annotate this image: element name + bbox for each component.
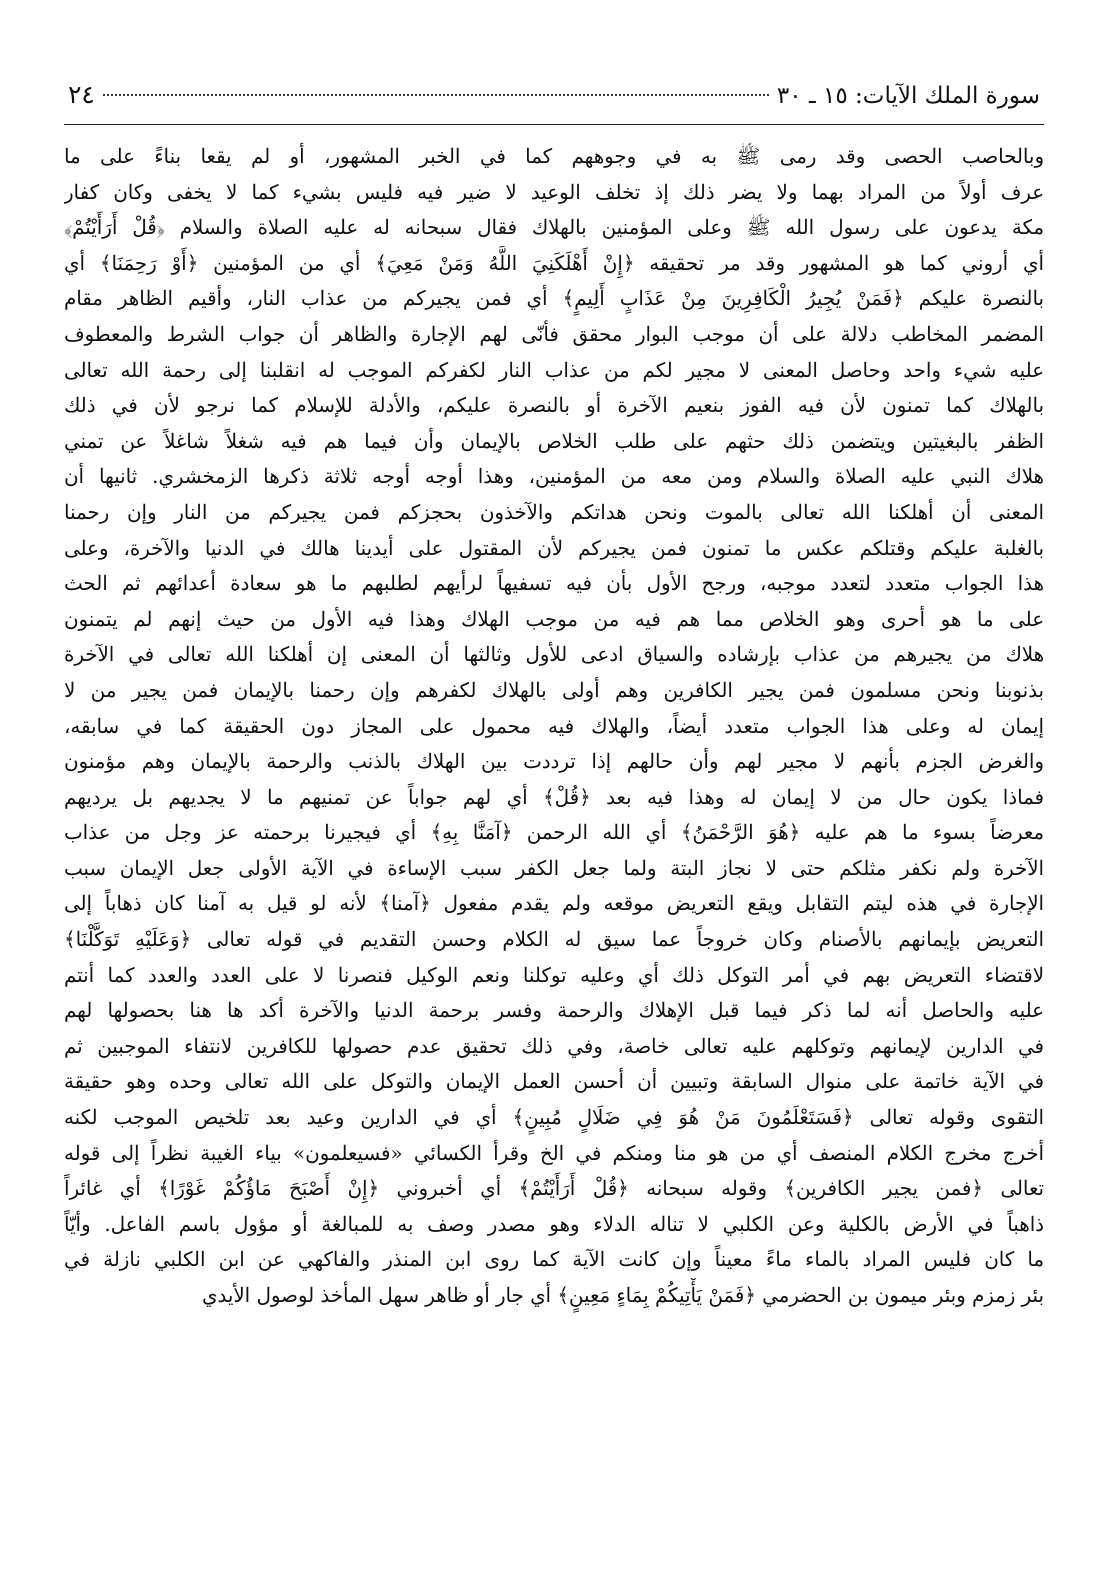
text-line: أخرج مخرج الكلام المنصف أي من هو منا ومنكم في الخ وقرأ الكسائي «فسيعلمون» بياء الغيبة نظراً إلى قوله (64, 1141, 1044, 1165)
text-line: ذاهباً في الأرض بالكلية وعن الكلبي لا تناله الدلاء وهو مصدر وصف به للمبالغة أو مؤول باسم الفاعل. وأيّاً (64, 1212, 1044, 1236)
text-line: الإجارة في هذه ليتم التقابل ويقع التعريض موقعه ولم يقدم مفعول ﴿آمنا﴾ لأنه لو قيل به آمنا كان ذهاباً إلى (64, 892, 1044, 916)
text-line: عليه شيء واحد وحاصل المعنى لا مجير لكم من عذاب النار لكفركم الموجب له انقلبنا إلى رحمة الله تعالى (64, 358, 1044, 382)
text-line: ما كان فليس المراد بالماء ماءً معيناً وإن كانت الآية كما روى ابن المنذر والفاكهي عن ابن الكلبي نازلة في (64, 1248, 1044, 1272)
text-line: لاقتضاء التعريض بهم في أمر التوكل ذلك أي وعليه توكلنا ونعم الوكيل فنصرنا لا على العدد والعدد كما أنتم (64, 963, 1044, 987)
text-line: مكة يدعون على رسول الله ﷺ وعلى المؤمنين بالهلاك فقال سبحانه له عليه الصلاة والسلام ﴿قُلْ أَرَأَيْتُمْ﴾ (64, 216, 1044, 240)
text-line: المضمر المخاطب دلالة على أن موجب البوار محقق فأنّى لهم الإجارة والظاهر أن جواب الشرط والمعطوف (64, 322, 1044, 346)
text-line: أي أروني كما هو المشهور وقد مر تحقيقه ﴿إِنْ أَهْلَكَنِيَ اللَّهُ وَمَنْ مَعِيَ﴾ أي من المؤمنين ﴿أَوْ رَحِمَنَا﴾ أي (64, 251, 1044, 275)
document-page (64, 80, 1044, 1314)
text-line: على ما هو أحرى وهو الخلاص مما هم فيه من موجب الهلاك وهذا فيه الأول من حيث إنهم لم يتمنون (64, 607, 1044, 631)
text-line: وبالحاصب الحصى وقد رمى ﷺ به في وجوههم كما في الخبر المشهور، أو لم يقعا بناءً على ما (64, 145, 1044, 168)
text-line: في الدارين لإيمانهم وتوكلهم عليه تعالى خاصة، وفي ذلك تحقيق عدم حصولها للكافرين لانتفاء الموجبين ثم (64, 1034, 1044, 1058)
page-header (64, 80, 1044, 125)
text-line: بالهلاك كما تمنون لأن فيه الفوز بنعيم الآخرة أو بالنصرة عليكم، والأدلة للإسلام كما نرجو لأن في ذلك (64, 394, 1044, 418)
page-number: ٢٤ (68, 80, 95, 109)
text-line: بئر زمزم وبئر ميمون بن الحضرمي ﴿فَمَنْ يَأْتِيكُمْ بِمَاءٍ مَعِينٍ﴾ أي جار أو ظاهر سهل المأخذ لوصول الأيدي (202, 1284, 1044, 1307)
text-line: معرضاً بسوء ما هم عليه ﴿هُوَ الرَّحْمَنُ﴾ أي الله الرحمن ﴿آمَنَّا بِهِ﴾ أي فيجيرنا برحمته عز وجل من عذاب (64, 821, 1044, 845)
text-line: والغرض الجزم بأنهم لا مجير لهم وأن حالهم إذا ترددت بين الهلاك بالذنب والرحمة بالإيمان وهم مؤمنون (64, 750, 1044, 774)
text-line: بالنصرة عليكم ﴿فَمَنْ يُجِيرُ الْكَافِرِينَ مِنْ عَذَابٍ أَلِيمٍ﴾ أي فمن يجيركم من عذاب النار، وأقيم الظاهر مقام (64, 287, 1044, 311)
text-line: الآخرة ولم نكفر مثلكم حتى لا نجاز البتة ولما جعل الكفر سبب الإساءة في الآية الأولى جعل الإيمان سبب (64, 856, 1044, 880)
text-line: هلاك النبي عليه الصلاة والسلام ومن معه من المؤمنين، وهذا أوجه أوجه ثلاثة ذكرها الزمخشري. ثانيها أن (64, 465, 1044, 489)
text-line: في الآية خاتمة على منوال السابقة وتبيين أن أحسن العمل الإيمان والتوكل على الله تعالى وحده وهو حقيقة (64, 1070, 1044, 1094)
text-line: التقوى وقوله تعالى ﴿فَسَتَعْلَمُونَ مَنْ هُوَ فِي ضَلَالٍ مُبِينٍ﴾ أي في الدارين وعيد بعد تلخيص الموجب لكنه (64, 1106, 1044, 1130)
text-line: فماذا يكون حال من لا إيمان له وهذا فيه بعد ﴿قُلْ﴾ أي لهم جواباً عن تمنيهم ما لا يجديهم بل يرديهم (64, 785, 1044, 809)
running-title: سورة الملك الآيات: ١٥ ـ ٣٠ (776, 83, 1040, 109)
text-line: التعريض بإيمانهم بالأصنام وكان خروجاً عما سيق له الكلام وحسن التقديم في قوله تعالى ﴿وَعَلَيْهِ تَوَكَّلْنَا﴾ (64, 928, 1044, 952)
text-line: هذا الجواب متعدد لتعدد موجبه، ورجح الأول بأن فيه تسفيهاً لرأيهم لطلبهم ما هو سعادة أعدائهم ثم الحث (64, 572, 1044, 596)
text-line: بالغلبة عليكم وقتلكم عكس ما تمنون فمن يجيركم لأن المقتول على أيدينا هالك في الدنيا والآخرة، وعلى (64, 536, 1044, 560)
text-line: تعالى ﴿فمن يجير الكافرين﴾ وقوله سبحانه ﴿قُلْ أَرَأَيْتُمْ﴾ أي أخبروني ﴿إِنْ أَصْبَحَ مَاؤُكُمْ غَوْرًا﴾ أي غائراً (64, 1177, 1044, 1201)
text-line: هلاك من يجيرهم من عذاب بإرشاده والسياق ادعى للأول وثالثها أن المعنى إن أهلكنا الله تعالى في الآخرة (64, 643, 1044, 667)
text-line: عليه والحاصل أنه لما ذكر فيما قبل الإهلاك والرحمة وفسر برحمة الدنيا والآخرة أكد ها هنا بحصولها لهم (64, 999, 1044, 1023)
header-leader-dots (103, 94, 769, 96)
text-line: المعنى أن أهلكنا الله تعالى بالموت ونحن هداتكم والآخذون بحجزكم فمن يجيركم من النار وإن رحمنا (64, 500, 1044, 524)
text-line: إيمان له وعلى هذا الجواب متعدد أيضاً، والهلاك فيه محمول على المجاز دون الحقيقة كما في سابقه، (64, 714, 1044, 738)
text-line: بذنوبنا ونحن مسلمون فمن يجير الكافرين وهم أولى بالهلاك لكفرهم وإن رحمنا بالإيمان فمن يجير من لا (64, 678, 1044, 702)
text-line: الظفر بالبغيتين ويتضمن ذلك حثهم على طلب الخلاص بالإيمان وأن فيما هم فيه شغلاً شاغلاً عن تمني (64, 429, 1044, 453)
body-text (64, 139, 1044, 1314)
text-line: عرف أولاً من المراد بهما ولا يضر ذلك إذ تخلف الوعيد لا ضير فيه فليس بشيء كما لا يخفى وكان كفار (64, 180, 1044, 204)
